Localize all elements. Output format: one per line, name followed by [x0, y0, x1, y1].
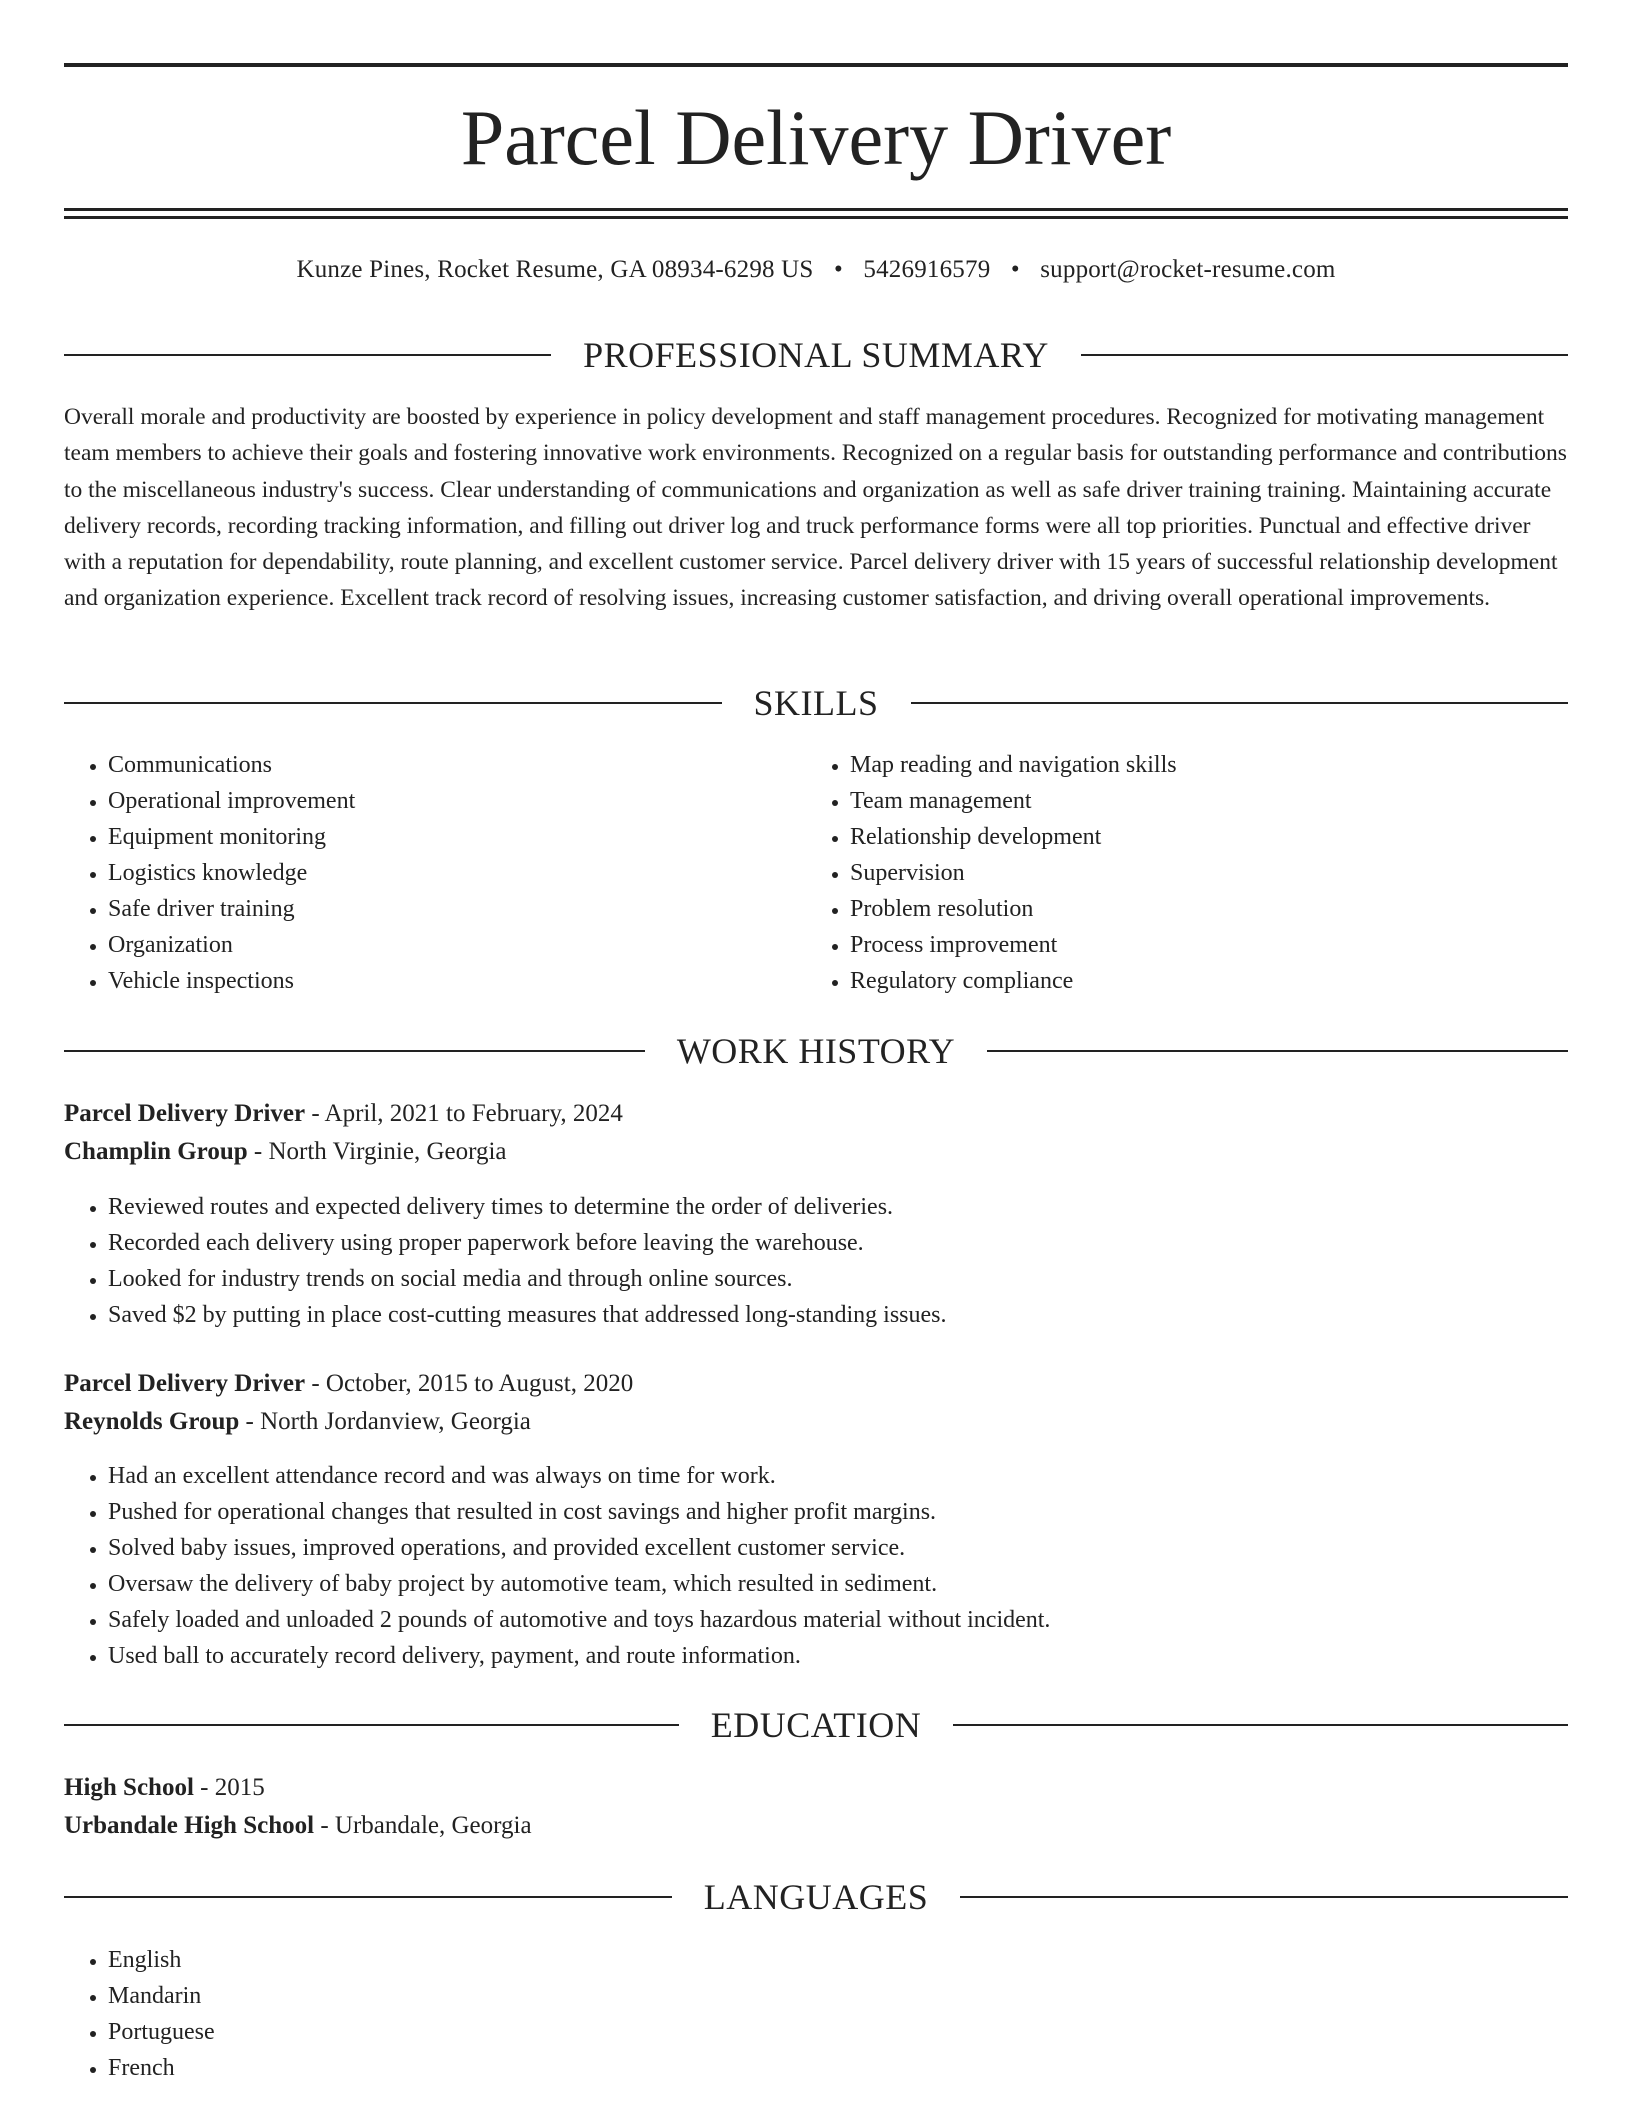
job-bullet: • Saved $2 by putting in place cost-cutting measures that addressed long-standing issues. [108, 1297, 1568, 1333]
skill-item: • Communications [108, 747, 764, 783]
job-company-line [64, 1403, 1568, 1441]
section-divider [1081, 354, 1568, 356]
language-item: • French [108, 2050, 1568, 2086]
skill-item: • Supervision [850, 855, 1506, 891]
work-section-header [64, 1029, 1568, 1073]
skill-item: • Relationship development [850, 819, 1506, 855]
education-year: - 2015 [193, 1774, 265, 1801]
job-bullet: • Safely loaded and unloaded 2 pounds of automotive and toys hazardous material without incident. [108, 1602, 1568, 1638]
languages-list [64, 1942, 1568, 2086]
work-section-title: WORK HISTORY [676, 1031, 956, 1071]
job-bullet: • Used ball to accurately record delivery, payment, and route information. [108, 1638, 1568, 1674]
summary-section-title: PROFESSIONAL SUMMARY [583, 335, 1049, 375]
language-item: • English [108, 1942, 1568, 1978]
education-degree-line [64, 1769, 1568, 1807]
section-divider [911, 702, 1569, 704]
section-divider [64, 702, 722, 704]
education-section-header [64, 1703, 1568, 1747]
section-divider [64, 1896, 672, 1898]
job-bullet: • Oversaw the delivery of baby project by automotive team, which resulted in sediment. [108, 1566, 1568, 1602]
job-bullet: • Pushed for operational changes that resulted in cost savings and higher profit margins. [108, 1494, 1568, 1530]
job-dates: - April, 2021 to February, 2024 [305, 1100, 623, 1127]
resume-title: Parcel Delivery Driver [460, 94, 1172, 181]
skill-item: • Vehicle inspections [108, 963, 764, 999]
header-rule-lower [64, 216, 1568, 219]
header-rule-upper [64, 208, 1568, 211]
skill-item: • Process improvement [850, 927, 1506, 963]
job-company: Reynolds Group [64, 1408, 240, 1435]
contact-address: Kunze Pines, Rocket Resume, GA 08934-6298 US [296, 256, 814, 283]
skill-item: • Safe driver training [108, 891, 764, 927]
section-divider [64, 1050, 645, 1052]
section-divider [953, 1724, 1568, 1726]
job-location: - North Jordanview, Georgia [239, 1408, 531, 1435]
skill-item: • Operational improvement [108, 783, 764, 819]
languages-section-title: LANGUAGES [703, 1877, 929, 1917]
job-bullet: • Recorded each delivery using proper paperwork before leaving the warehouse. [108, 1225, 1568, 1261]
language-item: • Mandarin [108, 1978, 1568, 2014]
language-item: • Portuguese [108, 2014, 1568, 2050]
languages-section-header [64, 1875, 1568, 1919]
section-divider [64, 1724, 679, 1726]
job-title: Parcel Delivery Driver [64, 1100, 306, 1127]
summary-text: Overall morale and productivity are boosted by experience in policy development and staff management procedures. Recognized for motivating management team members to achieve their goals and fostering innovative work environments. Recognized on a regular basis for outstanding performance and contributions to the miscellaneous industry's success. Clear understanding of communications and organization as well as safe driver training training. Maintaining accurate delivery records, recording tracking information, and filling out driver log and truck performance forms were all top priorities. Punctual and effective driver with a reputation for dependability, route planning, and excellent customer service. Parcel delivery driver with 15 years of successful relationship development and organization experience. Excellent track record of resolving issues, increasing customer satisfaction, and driving overall operational improvements. [64, 404, 1567, 612]
job-company: Champlin Group [64, 1138, 248, 1165]
skill-item: • Equipment monitoring [108, 819, 764, 855]
summary-section-header [64, 333, 1568, 377]
top-rule [64, 63, 1568, 67]
education-section-title: EDUCATION [710, 1705, 922, 1745]
section-divider [64, 354, 551, 356]
job-bullet: • Solved baby issues, improved operations, and provided excellent customer service. [108, 1530, 1568, 1566]
job-bullets [64, 1189, 1568, 1333]
contact-separator: • [1010, 256, 1020, 283]
job-bullet: • Looked for industry trends on social media and through online sources. [108, 1261, 1568, 1297]
job-bullets [64, 1458, 1568, 1674]
education-school: Urbandale High School [64, 1812, 315, 1839]
job-bullet: • Had an excellent attendance record and was always on time for work. [108, 1458, 1568, 1494]
job-company-line [64, 1133, 1568, 1171]
education-school-line [64, 1807, 1568, 1845]
job-bullet: • Reviewed routes and expected delivery times to determine the order of deliveries. [108, 1189, 1568, 1225]
education-degree: High School [64, 1774, 194, 1801]
contact-phone: 5426916579 [863, 256, 991, 283]
job-title-line [64, 1095, 1568, 1133]
section-divider [960, 1896, 1568, 1898]
skills-section-header [64, 681, 1568, 725]
skill-item: • Organization [108, 927, 764, 963]
job-location: - North Virginie, Georgia [247, 1138, 507, 1165]
skill-item: • Map reading and navigation skills [850, 747, 1506, 783]
skill-item: • Logistics knowledge [108, 855, 764, 891]
skills-column-left [64, 747, 764, 999]
skill-item: • Problem resolution [850, 891, 1506, 927]
contact-line [64, 253, 1568, 287]
skills-section-title: SKILLS [753, 683, 879, 723]
job-title-line [64, 1365, 1568, 1403]
contact-email: support@rocket-resume.com [1040, 256, 1336, 283]
skills-column-right [806, 747, 1506, 999]
skill-item: • Team management [850, 783, 1506, 819]
education-location: - Urbandale, Georgia [314, 1812, 532, 1839]
job-title: Parcel Delivery Driver [64, 1370, 306, 1397]
contact-separator: • [833, 256, 843, 283]
job-dates: - October, 2015 to August, 2020 [305, 1370, 634, 1397]
skill-item: • Regulatory compliance [850, 963, 1506, 999]
section-divider [987, 1050, 1568, 1052]
